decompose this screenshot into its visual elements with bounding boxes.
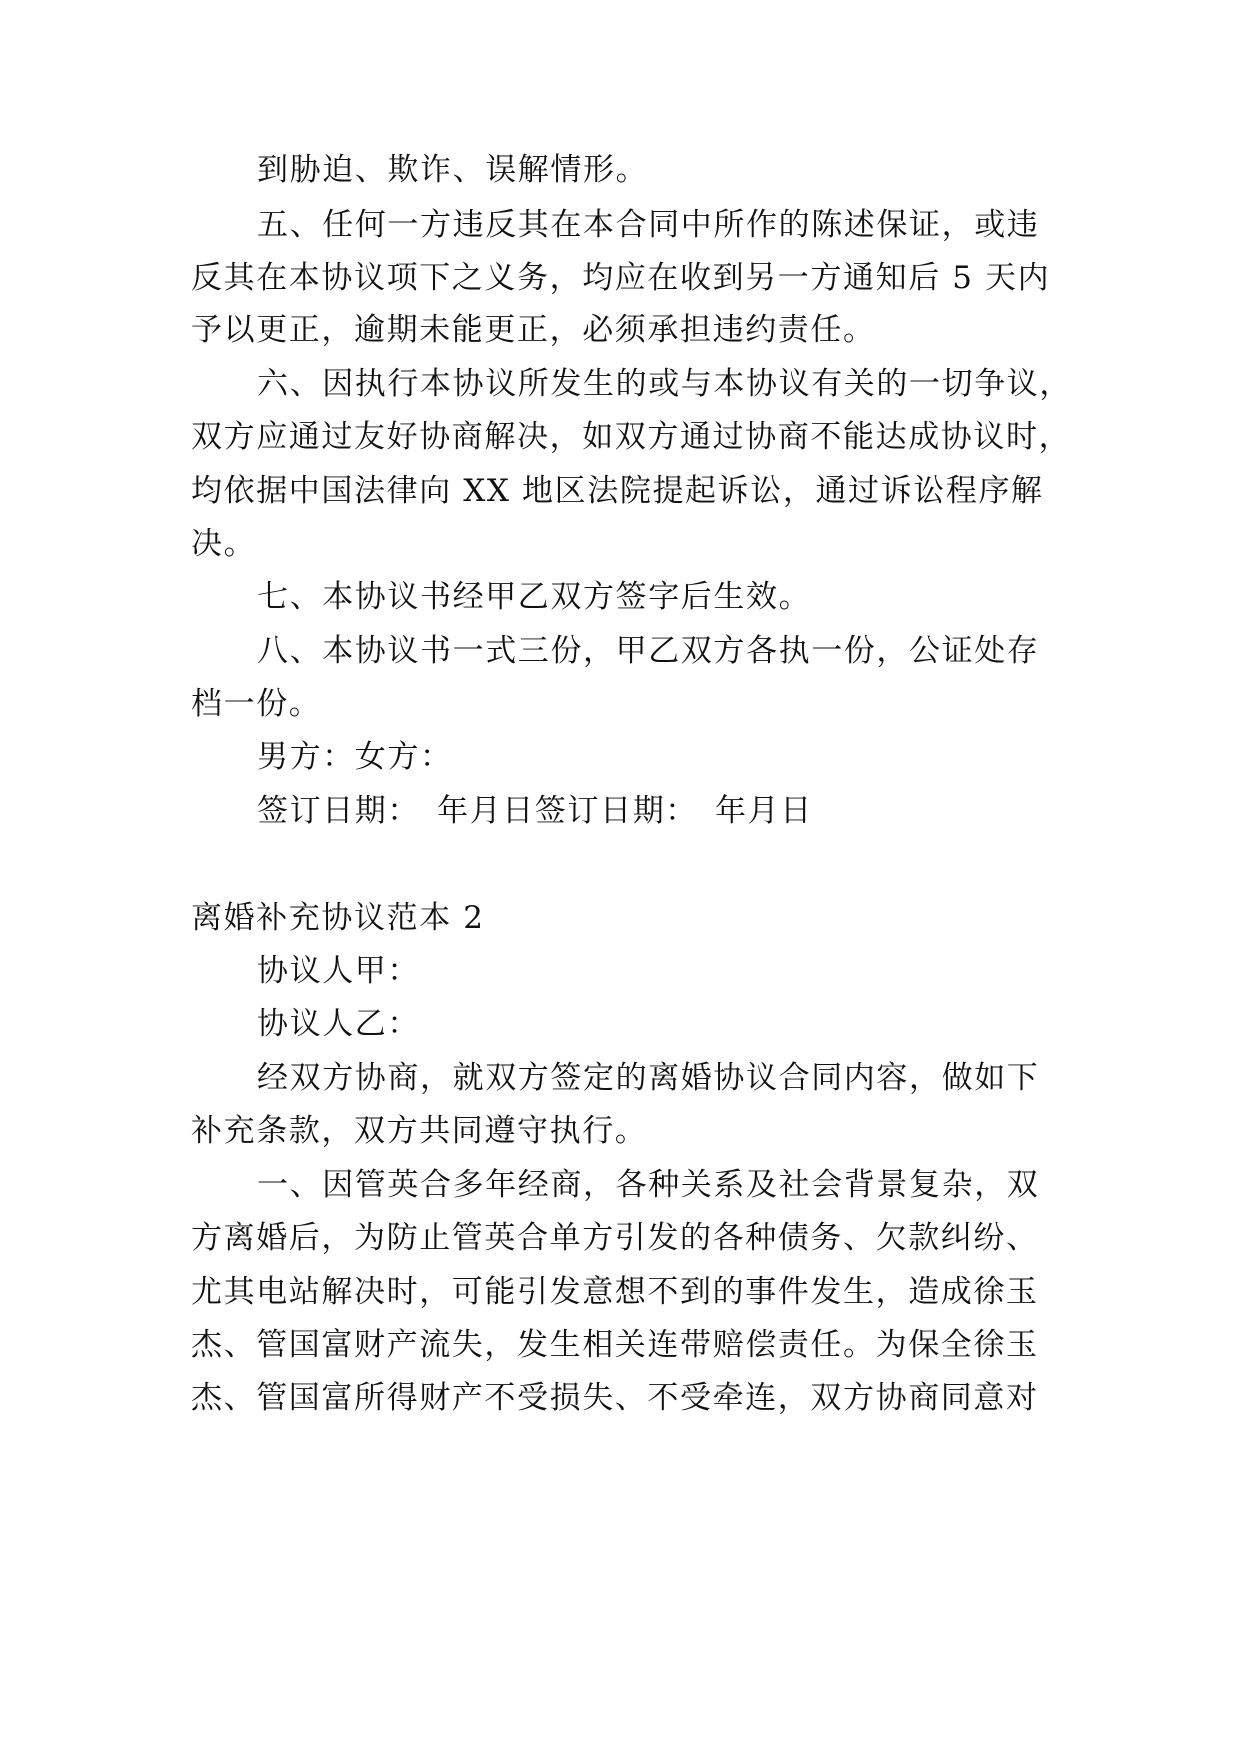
- section-heading: 离婚补充协议范本 2: [191, 900, 485, 936]
- signing-date-line: 签订日期： 年月日签订日期： 年月日: [257, 793, 813, 829]
- paragraph-line: 七、本协议书经甲乙双方签字后生效。: [257, 579, 812, 615]
- party-a-line: 协议人甲：: [257, 953, 420, 989]
- paragraph-line: 档一份。: [191, 686, 322, 722]
- paragraph-line: 经双方协商，就双方签定的离婚协议合同内容，做如下: [257, 1060, 1040, 1096]
- party-b-line: 协议人乙：: [257, 1006, 420, 1042]
- paragraph-line: 均依据中国法律向 XX 地区法院提起诉讼，通过诉讼程序解: [191, 473, 1044, 509]
- signature-line: 男方：女方：: [257, 739, 453, 775]
- paragraph-line: 杰、管国富财产流失，发生相关连带赔偿责任。为保全徐玉: [191, 1327, 1039, 1363]
- paragraph-line: 六、因执行本协议所发生的或与本协议有关的一切争议，: [257, 366, 1072, 402]
- paragraph-line: 决。: [191, 526, 257, 562]
- paragraph-line: 到胁迫、欺诈、误解情形。: [257, 152, 649, 188]
- paragraph-line: 八、本协议书一式三份，甲乙双方各执一份，公证处存: [257, 633, 1040, 669]
- paragraph-line: 反其在本协议项下之义务，均应在收到另一方通知后 5 天内: [191, 260, 1051, 296]
- paragraph-line: 杰、管国富所得财产不受损失、不受牵连，双方协商同意对: [191, 1380, 1039, 1416]
- paragraph-line: 一、因管英合多年经商，各种关系及社会背景复杂，双: [257, 1167, 1040, 1203]
- paragraph-line: 尤其电站解决时，可能引发意想不到的事件发生，造成徐玉: [191, 1274, 1039, 1310]
- paragraph-line: 双方应通过友好协商解决，如双方通过协商不能达成协议时，: [191, 419, 1072, 455]
- paragraph-line: 补充条款，双方共同遵守执行。: [191, 1113, 648, 1149]
- paragraph-line: 五、任何一方违反其在本合同中所作的陈述保证，或违: [257, 207, 1040, 243]
- paragraph-line: 予以更正，逾期未能更正，必须承担违约责任。: [191, 312, 876, 348]
- paragraph-line: 方离婚后，为防止管英合单方引发的各种债务、欠款纠纷、: [191, 1220, 1039, 1256]
